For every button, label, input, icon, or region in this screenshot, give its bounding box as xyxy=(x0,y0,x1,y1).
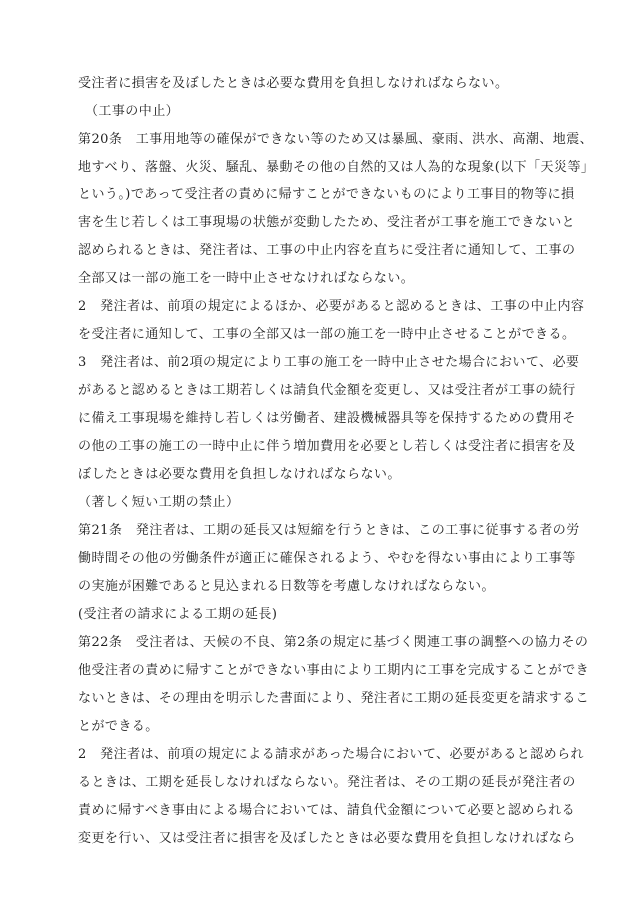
text-line: 地すべり、落盤、火災、騒乱、暴動その他の自然的又は人為的な現象(以下「天災等」 xyxy=(78,160,595,175)
text-line: の他の工事の施工の一時中止に伴う増加費用を必要とし若しくは受注者に損害を及 xyxy=(78,439,576,454)
section-heading: （著しく短い工期の禁止） xyxy=(78,495,240,510)
text-line: 他受注者の責めに帰すことができない事由により工期内に工事を完成することができ xyxy=(78,663,590,678)
text-line: という。)であって受注者の責めに帰すことができないものにより工事目的物等に損 xyxy=(78,187,575,202)
text-line: とができる。 xyxy=(78,719,159,734)
article-22-start: 第22条 受注者は、天候の不良、第2条の規定に基づく関連工事の調整への協力その xyxy=(78,635,589,650)
paragraph-2-start: 2 発注者は、前項の規定によるほか、必要があると認めるときは、工事の中止内容 xyxy=(78,299,585,314)
text-line: があると認めるときは工期若しくは請負代金額を変更し、又は受注者が工事の続行 xyxy=(78,383,576,398)
text-line: に備え工事現場を維持し若しくは労働者、建設機械器具等を保持するための費用そ xyxy=(78,411,576,426)
paragraph-2-start: 2 発注者は、前項の規定による請求があった場合において、必要があると認められ xyxy=(78,747,584,762)
article-21-start: 第21条 発注者は、工期の延長又は短縮を行うときは、この工事に従事する者の労 xyxy=(78,523,580,538)
text-line: 変更を行い、又は受注者に損害を及ぼしたときは必要な費用を負担しなければなら xyxy=(78,831,576,846)
text-line: ぼしたときは必要な費用を負担しなければならない。 xyxy=(78,467,401,482)
section-heading: （工事の中止） xyxy=(78,104,180,119)
section-heading: (受注者の請求による工期の延長) xyxy=(78,607,278,622)
text-line: 認められるときは、発注者は、工事の中止内容を直ちに受注者に通知して、工事の xyxy=(78,243,576,258)
paragraph-3-start: 3 発注者は、前2項の規定により工事の施工を一時中止させた場合において、必要 xyxy=(78,355,580,370)
text-line: を受注者に通知して、工事の全部又は一部の施工を一時中止させることができる。 xyxy=(78,327,576,342)
text-line: の実施が困難であると見込まれる日数等を考慮しなければならない。 xyxy=(78,579,495,594)
article-20-start: 第20条 工事用地等の確保ができない等のため又は暴風、豪雨、洪水、高潮、地震、 xyxy=(78,132,594,147)
text-line: ないときは、その理由を明示した書面により、発注者に工期の延長変更を請求するこ xyxy=(78,691,590,706)
text-line: 害を生じ若しくは工事現場の状態が変動したため、受注者が工事を施工できないと xyxy=(78,215,576,230)
text-line: るときは、工期を延長しなければならない。発注者は、その工期の延長が発注者の xyxy=(78,775,576,790)
text-line: 働時間その他の労働条件が適正に確保されるよう、やむを得ない事由により工事等 xyxy=(78,551,576,566)
text-line: 全部又は一部の施工を一時中止させなければならない。 xyxy=(78,271,415,286)
text-line: 責めに帰すべき事由による場合においては、請負代金額について必要と認められる xyxy=(78,803,576,818)
text-line: 受注者に損害を及ぼしたときは必要な費用を負担しなければならない。 xyxy=(78,76,509,91)
